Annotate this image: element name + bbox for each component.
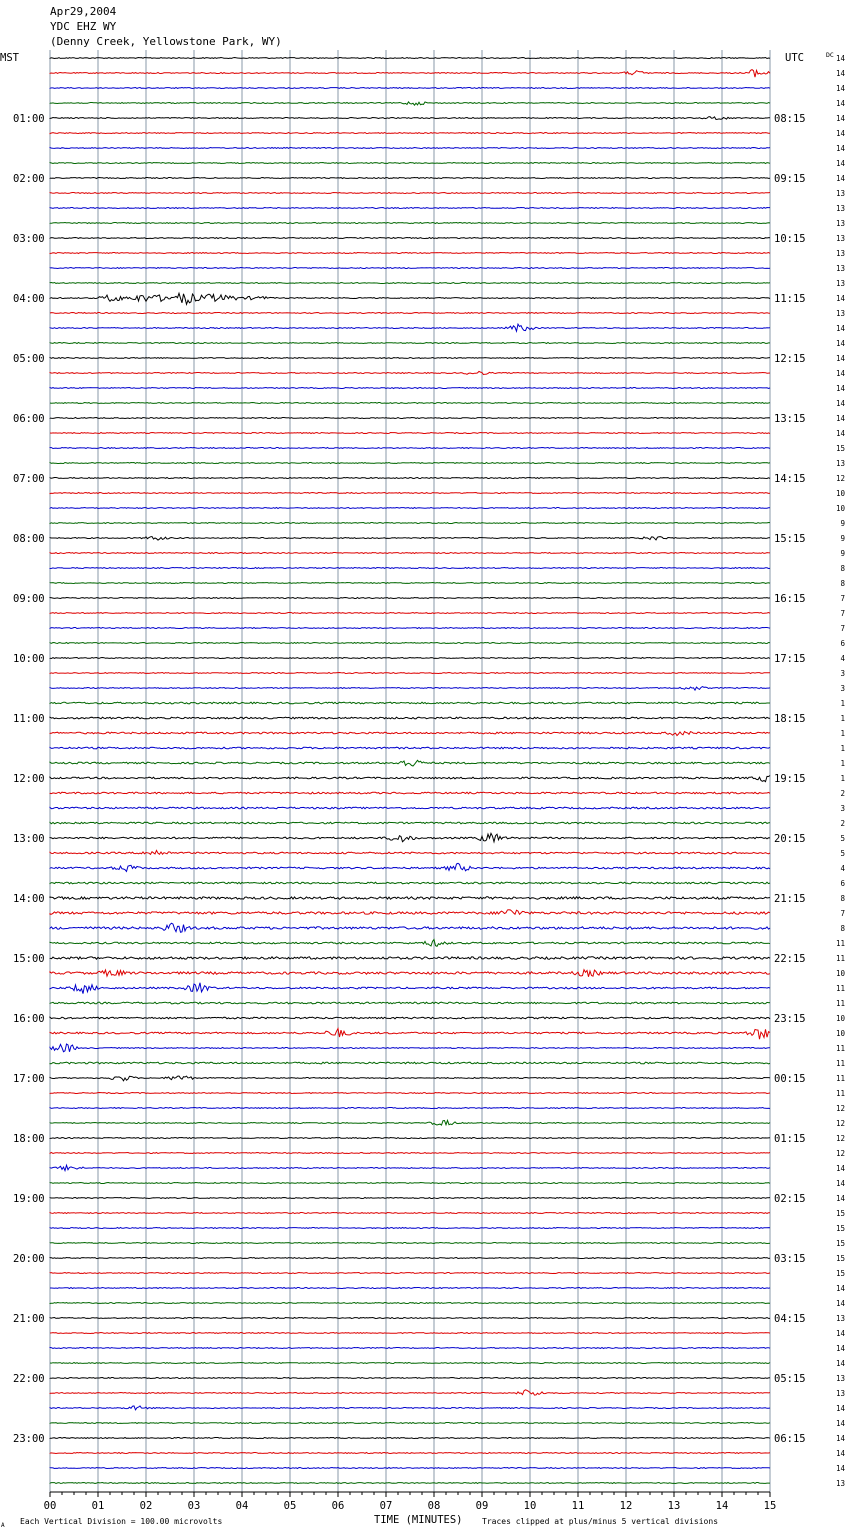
dc-offset-label: 14 (835, 324, 845, 333)
trace-blue (50, 1228, 770, 1229)
trace-red (50, 1453, 770, 1454)
right-hour-label: 09:15 (774, 173, 806, 185)
right-hour-label: 14:15 (774, 473, 806, 485)
trace-blue (50, 208, 770, 209)
dc-offset-label: 8 (840, 564, 845, 573)
dc-offset-label: 14 (835, 399, 845, 408)
trace-black (50, 598, 770, 599)
trace-black (50, 1378, 770, 1379)
dc-offset-label: 13 (835, 264, 845, 273)
trace-red (50, 1029, 770, 1040)
trace-red (50, 613, 770, 614)
left-hour-labels (13, 113, 45, 1445)
trace-green (50, 102, 770, 105)
trace-blue (50, 863, 770, 871)
dc-offset-label: 12 (835, 1119, 845, 1128)
right-hour-label: 22:15 (774, 953, 806, 965)
dc-offset-label: 14 (835, 1194, 845, 1203)
dc-offset-label: 14 (835, 384, 845, 393)
x-tick-label: 15 (763, 1500, 777, 1512)
dc-offset-label: 14 (835, 1179, 845, 1188)
dc-label: DC (826, 51, 834, 59)
header-station: YDC EHZ WY (50, 20, 117, 33)
dc-offset-label: 14 (835, 369, 845, 378)
trace-green (50, 1483, 770, 1484)
trace-blue (50, 88, 770, 89)
trace-black (50, 897, 770, 899)
trace-black (50, 1258, 770, 1259)
left-hour-label: 05:00 (13, 353, 45, 365)
dc-offset-label: 14 (835, 84, 845, 93)
trace-black (50, 478, 770, 479)
trace-blue (50, 983, 770, 994)
dc-offset-label: 14 (835, 414, 845, 423)
left-hour-label: 20:00 (13, 1253, 45, 1265)
trace-red (50, 493, 770, 494)
dc-offset-label: 11 (835, 939, 845, 948)
trace-green (50, 223, 770, 224)
dc-offset-label: 15 (835, 444, 845, 453)
x-tick-label: 04 (235, 1500, 249, 1512)
dc-offset-label: 11 (835, 984, 845, 993)
dc-offset-label: 7 (840, 624, 845, 633)
footer-left-mark: A (1, 1522, 5, 1529)
trace-green (50, 1243, 770, 1244)
trace-black (50, 293, 770, 304)
right-hour-label: 21:15 (774, 893, 806, 905)
trace-green (50, 1423, 770, 1424)
dc-offset-label: 8 (840, 924, 845, 933)
dc-offset-label: 11 (835, 1089, 845, 1098)
trace-blue (50, 1044, 770, 1052)
dc-offset-label: 14 (835, 129, 845, 138)
trace-red (50, 313, 770, 314)
trace-red (50, 1273, 770, 1274)
trace-black (50, 833, 770, 842)
dc-offset-label: 14 (835, 99, 845, 108)
dc-offset-label: 1 (840, 729, 845, 738)
trace-black (50, 1138, 770, 1139)
dc-offset-label: 14 (835, 1434, 845, 1443)
left-hour-label: 09:00 (13, 593, 45, 605)
right-timezone-label: UTC (785, 52, 804, 64)
dc-offset-label: 7 (840, 609, 845, 618)
dc-offset-label: 1 (840, 699, 845, 708)
right-hour-label: 00:15 (774, 1073, 806, 1085)
trace-green (50, 1062, 770, 1064)
left-hour-label: 15:00 (13, 953, 45, 965)
x-tick-label: 00 (43, 1500, 57, 1512)
dc-offset-label: 13 (835, 1389, 845, 1398)
trace-green (50, 702, 770, 704)
trace-blue (50, 687, 770, 691)
dc-offset-label: 7 (840, 594, 845, 603)
dc-offset-label: 12 (835, 1134, 845, 1143)
trace-red (50, 1213, 770, 1214)
dc-offset-label: 13 (835, 1479, 845, 1488)
dc-offset-label: 13 (835, 189, 845, 198)
dc-offset-label: 9 (840, 519, 845, 528)
right-hour-label: 04:15 (774, 1313, 806, 1325)
dc-offset-label: 14 (835, 1464, 845, 1473)
dc-offset-label: 14 (835, 1299, 845, 1308)
dc-offset-label: 10 (835, 504, 845, 513)
dc-offset-label: 14 (835, 294, 845, 303)
x-tick-label: 06 (331, 1500, 345, 1512)
left-hour-label: 11:00 (13, 713, 45, 725)
dc-offset-label: 11 (835, 999, 845, 1008)
x-tick-label: 14 (715, 1500, 729, 1512)
trace-green (50, 760, 770, 766)
left-hour-label: 01:00 (13, 113, 45, 125)
trace-red (50, 792, 770, 794)
trace-green (50, 1303, 770, 1304)
left-hour-label: 08:00 (13, 533, 45, 545)
dc-offset-label: 6 (840, 879, 845, 888)
trace-black (50, 117, 770, 120)
left-hour-label: 22:00 (13, 1373, 45, 1385)
right-hour-label: 12:15 (774, 353, 806, 365)
left-hour-label: 06:00 (13, 413, 45, 425)
right-hour-label: 10:15 (774, 233, 806, 245)
trace-green (50, 163, 770, 164)
trace-red (50, 253, 770, 254)
right-hour-label: 19:15 (774, 773, 806, 785)
x-axis-title: TIME (MINUTES) (374, 1514, 463, 1526)
dc-offset-label: 12 (835, 1104, 845, 1113)
dc-offset-label: 8 (840, 894, 845, 903)
dc-offset-label: 14 (835, 1284, 845, 1293)
dc-offset-label: 14 (835, 354, 845, 363)
dc-offset-label: 15 (835, 1254, 845, 1263)
trace-red (50, 673, 770, 674)
left-hour-label: 19:00 (13, 1193, 45, 1205)
dc-offset-label: 12 (835, 474, 845, 483)
right-hour-label: 08:15 (774, 113, 806, 125)
trace-black (50, 1076, 770, 1081)
x-tick-label: 05 (283, 1500, 297, 1512)
trace-blue (50, 923, 770, 932)
dc-offset-label: 9 (840, 534, 845, 543)
trace-black (50, 1318, 770, 1319)
trace-blue (50, 388, 770, 389)
dc-offset-label: 3 (840, 804, 845, 813)
trace-black (50, 1198, 770, 1199)
trace-black (50, 358, 770, 359)
left-timezone-label: MST (0, 52, 19, 64)
left-hour-label: 16:00 (13, 1013, 45, 1025)
dc-offset-label: 14 (835, 144, 845, 153)
dc-offset-label: 4 (840, 864, 845, 873)
left-hour-label: 10:00 (13, 653, 45, 665)
trace-green (50, 463, 770, 464)
trace-green (50, 1002, 770, 1004)
trace-black (50, 178, 770, 179)
x-tick-label: 13 (667, 1500, 681, 1512)
dc-offset-label: 14 (835, 54, 845, 63)
trace-green (50, 343, 770, 344)
right-hour-label: 01:15 (774, 1133, 806, 1145)
dc-offset-label: 9 (840, 549, 845, 558)
left-hour-label: 03:00 (13, 233, 45, 245)
dc-offset-label: 3 (840, 669, 845, 678)
x-tick-label: 09 (475, 1500, 489, 1512)
trace-green (50, 583, 770, 584)
dc-offset-label: 14 (835, 69, 845, 78)
trace-green (50, 283, 770, 284)
trace-red (50, 371, 770, 374)
dc-offset-label: 15 (835, 1209, 845, 1218)
right-hour-label: 03:15 (774, 1253, 806, 1265)
left-hour-label: 14:00 (13, 893, 45, 905)
dc-offset-label: 12 (835, 1149, 845, 1158)
header-date: Apr29,2004 (50, 5, 117, 18)
left-hour-label: 04:00 (13, 293, 45, 305)
trace-blue (50, 1108, 770, 1109)
trace-black (50, 717, 770, 719)
trace-blue (50, 268, 770, 269)
trace-blue (50, 1288, 770, 1289)
x-tick-label: 11 (571, 1500, 585, 1512)
dc-offset-label: 14 (835, 1359, 845, 1368)
dc-offset-label: 14 (835, 1404, 845, 1413)
trace-green (50, 403, 770, 404)
trace-black (50, 776, 770, 782)
trace-red (50, 70, 770, 78)
dc-offset-label: 11 (835, 1059, 845, 1068)
trace-green (50, 523, 770, 524)
left-hour-label: 17:00 (13, 1073, 45, 1085)
trace-black (50, 58, 770, 59)
dc-offset-label: 14 (835, 174, 845, 183)
dc-offset-label: 13 (835, 204, 845, 213)
dc-offset-label: 1 (840, 774, 845, 783)
dc-offset-label: 13 (835, 1314, 845, 1323)
trace-red (50, 1333, 770, 1334)
trace-black (50, 1017, 770, 1019)
right-hour-label: 17:15 (774, 653, 806, 665)
dc-offset-label: 14 (835, 1344, 845, 1353)
footer-scale-note: Each Vertical Division = 100.00 microvolts (20, 1517, 223, 1526)
trace-red (50, 1390, 770, 1395)
dc-offset-label: 2 (840, 819, 845, 828)
dc-offset-label: 1 (840, 714, 845, 723)
minute-gridlines (50, 50, 770, 1492)
right-hour-label: 15:15 (774, 533, 806, 545)
x-tick-label: 12 (619, 1500, 633, 1512)
trace-green (50, 643, 770, 644)
trace-blue (50, 1165, 770, 1170)
dc-offset-label: 1 (840, 744, 845, 753)
dc-offset-label: 14 (835, 1419, 845, 1428)
dc-offset-label: 15 (835, 1224, 845, 1233)
left-hour-label: 21:00 (13, 1313, 45, 1325)
trace-red (50, 850, 770, 854)
x-tick-label: 03 (187, 1500, 201, 1512)
trace-green (50, 882, 770, 884)
trace-red (50, 910, 770, 915)
left-hour-label: 18:00 (13, 1133, 45, 1145)
x-tick-label: 08 (427, 1500, 441, 1512)
dc-offset-label: 10 (835, 1014, 845, 1023)
left-hour-label: 07:00 (13, 473, 45, 485)
dc-offset-label: 10 (835, 489, 845, 498)
dc-offset-label: 13 (835, 459, 845, 468)
dc-offset-label: 4 (840, 654, 845, 663)
right-hour-label: 23:15 (774, 1013, 806, 1025)
trace-blue (50, 747, 770, 749)
dc-offset-label: 14 (835, 1164, 845, 1173)
dc-offset-label: 14 (835, 1449, 845, 1458)
left-hour-label: 13:00 (13, 833, 45, 845)
dc-offset-label: 11 (835, 1044, 845, 1053)
trace-blue (50, 508, 770, 509)
dc-offset-label: 14 (835, 1329, 845, 1338)
right-hour-labels (774, 113, 806, 1445)
x-tick-label: 10 (523, 1500, 537, 1512)
trace-red (50, 1153, 770, 1154)
dc-offset-label: 3 (840, 684, 845, 693)
dc-offset-label: 1 (840, 759, 845, 768)
dc-offset-label: 14 (835, 429, 845, 438)
trace-red (50, 970, 770, 977)
header-location: (Denny Creek, Yellowstone Park, WY) (50, 35, 282, 48)
trace-blue (50, 148, 770, 149)
right-hour-label: 16:15 (774, 593, 806, 605)
x-tick-label: 01 (91, 1500, 105, 1512)
dc-offset-label: 15 (835, 1239, 845, 1248)
trace-black (50, 957, 770, 959)
seismic-traces (50, 58, 770, 1484)
dc-offset-label: 13 (835, 279, 845, 288)
trace-black (50, 418, 770, 419)
dc-offset-label: 5 (840, 849, 845, 858)
trace-red (50, 732, 770, 736)
trace-red (50, 193, 770, 194)
trace-blue (50, 448, 770, 449)
trace-blue (50, 1406, 770, 1410)
x-tick-label: 07 (379, 1500, 393, 1512)
left-hour-label: 12:00 (13, 773, 45, 785)
trace-green (50, 1363, 770, 1364)
trace-red (50, 1093, 770, 1094)
trace-black (50, 1438, 770, 1439)
trace-green (50, 1183, 770, 1184)
right-hour-label: 11:15 (774, 293, 806, 305)
trace-green (50, 822, 770, 824)
trace-blue (50, 1348, 770, 1349)
trace-blue (50, 628, 770, 629)
trace-blue (50, 324, 770, 331)
dc-offset-labels (836, 54, 846, 1488)
dc-offset-label: 14 (835, 114, 845, 123)
footer-clip-note: Traces clipped at plus/minus 5 vertical divisions (482, 1517, 719, 1526)
dc-offset-label: 13 (835, 309, 845, 318)
dc-offset-label: 7 (840, 909, 845, 918)
trace-black (50, 238, 770, 239)
dc-offset-label: 13 (835, 234, 845, 243)
trace-green (50, 1120, 770, 1125)
dc-offset-label: 6 (840, 639, 845, 648)
x-axis (44, 1492, 777, 1512)
right-hour-label: 05:15 (774, 1373, 806, 1385)
right-hour-label: 18:15 (774, 713, 806, 725)
trace-green (50, 940, 770, 947)
dc-offset-label: 15 (835, 1269, 845, 1278)
dc-offset-label: 13 (835, 1374, 845, 1383)
x-tick-label: 02 (139, 1500, 153, 1512)
left-hour-label: 02:00 (13, 173, 45, 185)
dc-offset-label: 10 (835, 1029, 845, 1038)
trace-blue (50, 568, 770, 569)
right-hour-label: 02:15 (774, 1193, 806, 1205)
left-hour-label: 23:00 (13, 1433, 45, 1445)
right-hour-label: 06:15 (774, 1433, 806, 1445)
trace-black (50, 537, 770, 541)
trace-red (50, 133, 770, 134)
dc-offset-label: 2 (840, 789, 845, 798)
dc-offset-label: 11 (835, 954, 845, 963)
trace-red (50, 553, 770, 554)
right-hour-label: 20:15 (774, 833, 806, 845)
dc-offset-label: 14 (835, 339, 845, 348)
trace-blue (50, 1468, 770, 1469)
trace-red (50, 433, 770, 434)
dc-offset-label: 13 (835, 249, 845, 258)
trace-black (50, 658, 770, 659)
dc-offset-label: 8 (840, 579, 845, 588)
dc-offset-label: 14 (835, 159, 845, 168)
dc-offset-label: 5 (840, 834, 845, 843)
dc-offset-label: 10 (835, 969, 845, 978)
dc-offset-label: 13 (835, 219, 845, 228)
dc-offset-label: 11 (835, 1074, 845, 1083)
right-hour-label: 13:15 (774, 413, 806, 425)
trace-blue (50, 807, 770, 809)
